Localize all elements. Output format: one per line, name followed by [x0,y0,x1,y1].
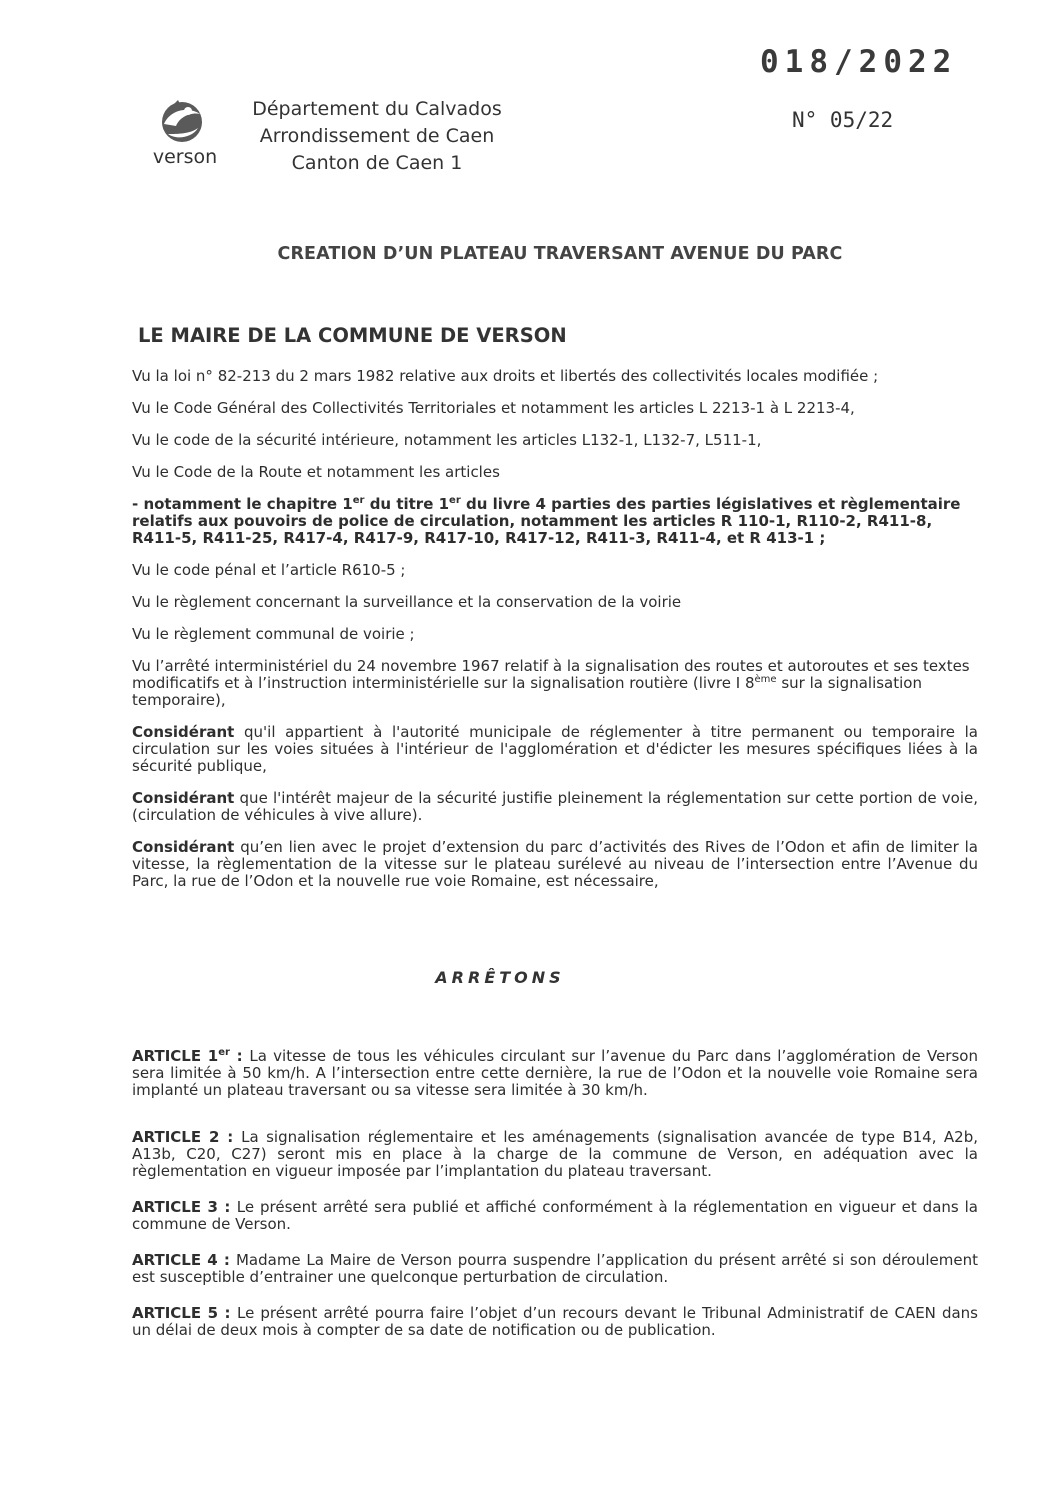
considerant-lead: Considérant [132,838,235,856]
article-label-text: ARTICLE 1 [132,1047,219,1065]
articles-section [132,1048,978,1339]
article-label-sep: : [219,1128,242,1146]
article-label-sep: : [229,1047,250,1065]
header-canton: Canton de Caen 1 [291,152,463,174]
article-1 [132,1048,978,1099]
considerant-3 [132,839,978,890]
logo [140,98,230,174]
considerant-1 [132,724,978,775]
article-text: La vitesse de tous les véhicules circulant sur l’avenue du Parc dans l’agglomération de Verson sera limitée à 50 km/h. A l’intersection entre cette dernière, la rue de l’Odon et la nouvelle voie Romaine sera implanté un plateau traversant ou sa vitesse sera limitée à 30 km/h. [132,1047,978,1099]
document-title: CREATION D’UN PLATEAU TRAVERSANT AVENUE DU PARC [277,244,843,264]
considerant-text: que l'intérêt majeur de la sécurité justifie pleinement la réglementation sur cette portion de voie, (circulation de véhicules à vive allure). [132,789,978,824]
stamp-number: 018/2022 [760,44,958,80]
consideration-reglement-voirie: Vu le règlement concernant la surveillance et la conservation de la voirie [132,593,682,611]
article-5 [132,1305,978,1339]
verson-logo-icon [154,98,212,144]
consideration-code-penal: Vu le code pénal et l’article R610-5 ; [132,561,406,579]
arretons-heading: ARRÊTONS [435,968,565,987]
considerant-lead: Considérant [132,723,235,741]
article-text: Madame La Maire de Verson pourra suspendre l’application du présent arrêté si son déroulement est susceptible d’entrainer une quelconque perturbation de circulation. [132,1251,978,1286]
chapitre-text-3: du livre 4 parties des parties législatives et règlementaire relatifs aux pouvoirs de police de circulation, notamment les articles R 110-1, R110-2, R411-8, R411-5, R411-25, R417-4, R417-9, R417-10, R417-12, R411-3, R411-4, et R 413-1 ; [132,495,961,547]
article-label-text: ARTICLE 3 [132,1198,218,1216]
document-header [232,96,522,177]
article-label [132,1251,236,1269]
article-label [132,1128,241,1146]
article-text: Le présent arrêté pourra faire l’objet d’un recours devant le Tribunal Administratif de CAEN dans un délai de deux mois à compter de sa date de notification ou de publication. [132,1304,978,1339]
consideration-arrete-interministeriel [132,658,978,709]
article-4 [132,1252,978,1286]
chapitre-text-1: - notamment le chapitre 1 [132,495,353,513]
article-label-text: ARTICLE 5 [132,1304,219,1322]
logo-text: verson [152,146,218,168]
maire-heading: LE MAIRE DE LA COMMUNE DE VERSON [138,324,567,347]
article-label-sup: er [218,1047,230,1058]
decree-number: N° 05/22 [792,108,894,132]
article-text: Le présent arrêté sera publié et affiché conformément à la réglementation en vigueur et dans la commune de Verson. [132,1198,979,1233]
arrete-text-1: Vu l’arrêté interministériel du 24 novembre 1967 relatif à la signalisation des routes et autoroutes et ses textes modificatifs et à l’instruction interministérielle sur la signalisation routière (livre I 8 [132,657,970,692]
article-label [132,1047,249,1065]
considerant-text: qu’en lien avec le projet d’extension du parc d’activités des Rives de l’Odon et afin de limiter la vitesse, la règlementation de la vitesse sur le plateau surélevé au niveau de l’intersection entre l’Avenue du Parc, la rue de l’Odon et la nouvelle rue voie Romaine, est nécessaire, [132,838,978,890]
considerant-text: qu'il appartient à l'autorité municipale de réglementer à titre permanent ou temporaire la circulation sur les voies situées à l'intérieur de l'agglomération et d'édicter les mesures spécifiques liées à la sécurité publique, [132,723,978,775]
article-label-text: ARTICLE 2 [132,1128,220,1146]
considerations-section [132,368,978,905]
considerant-lead: Considérant [132,789,235,807]
article-3 [132,1199,978,1233]
article-label-sep: : [217,1251,236,1269]
header-arrondissement: Arrondissement de Caen [259,125,495,147]
consideration-securite: Vu le code de la sécurité intérieure, notamment les articles L132-1, L132-7, L511-1, [132,431,762,449]
arrete-sup: ème [754,674,777,685]
considerant-2 [132,790,978,824]
chapitre-text-2: du titre 1 [364,495,450,513]
consideration-loi: Vu la loi n° 82-213 du 2 mars 1982 relative aux droits et libertés des collectivités locales modifiée ; [132,367,879,385]
consideration-reglement-communal: Vu le règlement communal de voirie ; [132,625,415,643]
article-text: La signalisation réglementaire et les aménagements (signalisation avancée de type B14, A2b, A13b, C20, C27) seront mis en place à la charge de la commune de Verson, en adéquation avec la règlementation en vigueur imposée par l’implantation du plateau traversant. [132,1128,978,1180]
consideration-cgct: Vu le Code Général des Collectivités Territoriales et notamment les articles L 2213-1 à L 2213-4, [132,399,855,417]
article-label-text: ARTICLE 4 [132,1251,218,1269]
article-label-sep: : [218,1304,238,1322]
article-label [132,1198,237,1216]
chapitre-sup-1: er [352,495,365,506]
article-label-sep: : [217,1198,237,1216]
article-label [132,1304,237,1322]
arrete-text-2: sur la signalisation temporaire), [132,674,922,709]
consideration-chapitre [132,496,978,547]
consideration-code-route: Vu le Code de la Route et notamment les articles [132,463,500,481]
chapitre-sup-2: er [449,495,461,506]
header-department: Département du Calvados [252,98,502,120]
article-2 [132,1129,978,1180]
